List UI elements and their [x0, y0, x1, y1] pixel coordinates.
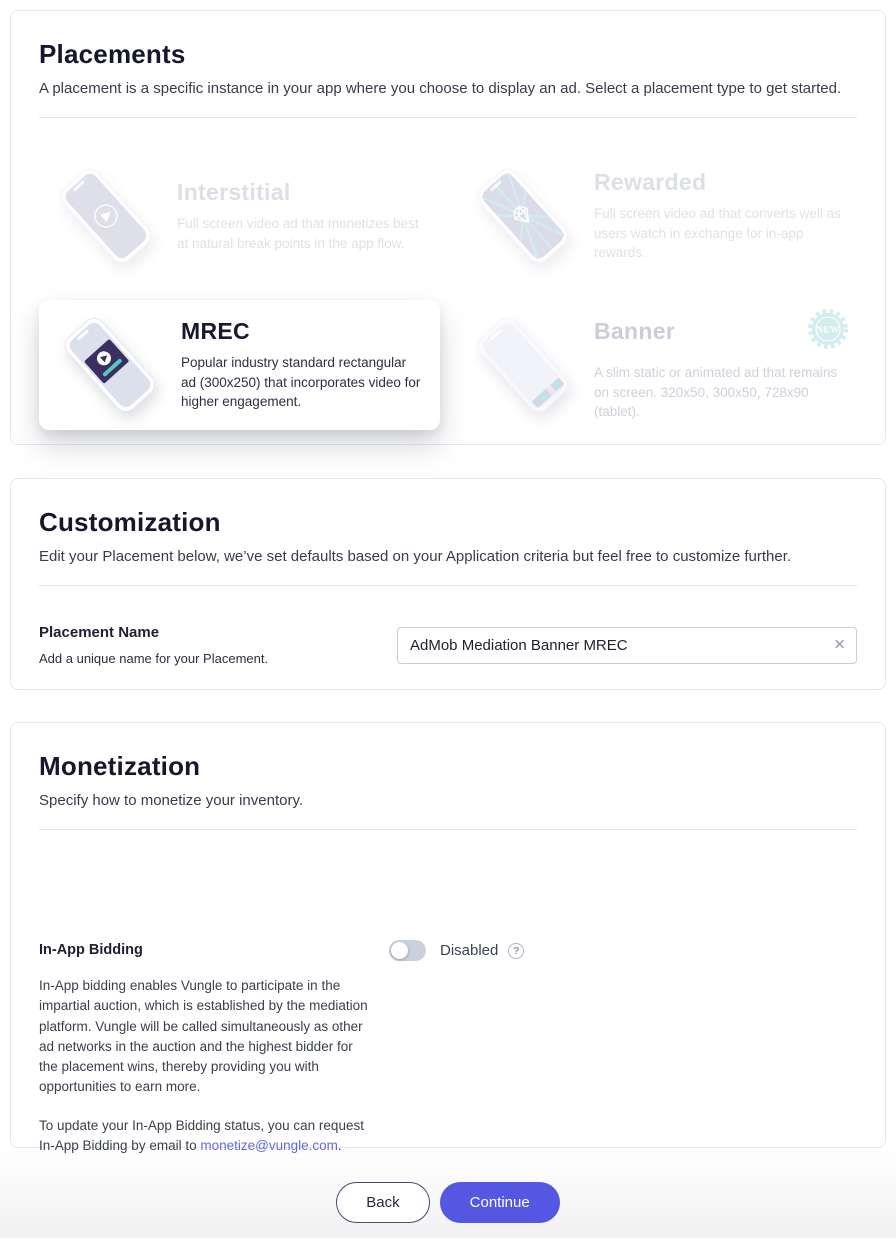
banner-phone-icon — [464, 311, 582, 419]
placement-type-grid — [39, 154, 857, 430]
placement-name-label: Placement Name — [39, 624, 160, 641]
placement-type-title: Rewarded — [594, 169, 707, 196]
placement-type-title: Banner — [594, 318, 676, 344]
placement-type-description: A slim static or animated ad that remains on screen. 320x50, 300x50, 728x90 (tablet). — [594, 365, 838, 420]
placement-type-interstitial[interactable] — [39, 154, 440, 278]
divider — [39, 117, 857, 118]
placements-subtitle: A placement is a specific instance in your app where you choose to display an ad. Select a placement type to get started. — [39, 80, 842, 97]
customization-card — [10, 478, 886, 690]
placement-type-rewarded[interactable] — [456, 154, 857, 278]
note-prefix: To update your In-App Bidding status, you can request In-App Bidding by email to — [39, 1117, 364, 1153]
placement-type-description: Popular industry standard rectangular ad (300x250) that incorporates video for higher engagement. — [181, 355, 421, 410]
in-app-bidding-row — [39, 942, 857, 1156]
placement-type-mrec[interactable] — [39, 300, 440, 430]
placement-name-field-row — [39, 624, 857, 666]
customization-title: Customization — [39, 507, 221, 537]
note-suffix: . — [337, 1137, 342, 1153]
interstitial-phone-icon — [47, 162, 165, 270]
monetization-card — [10, 722, 886, 1153]
monetization-title: Monetization — [39, 751, 201, 781]
new-badge-label: NEW — [816, 324, 840, 335]
divider — [39, 585, 857, 586]
in-app-bidding-note — [39, 1116, 371, 1157]
in-app-bidding-toggle[interactable] — [389, 940, 426, 961]
placement-name-help: Add a unique name for your Placement. — [39, 651, 269, 666]
placement-type-description: Full screen video ad that monetizes best at natural break points in the app flow. — [177, 215, 419, 251]
in-app-bidding-status: Disabled — [440, 942, 499, 959]
placements-title: Placements — [39, 39, 186, 69]
back-button[interactable]: Back — [336, 1182, 429, 1223]
placement-type-title: Interstitial — [177, 178, 291, 205]
customization-subtitle: Edit your Placement below, we’ve set defaults based on your Application criteria but feel free to customize further. — [39, 548, 792, 565]
placements-card — [10, 10, 886, 445]
new-badge — [807, 308, 849, 355]
monetize-email-link[interactable]: monetize@vungle.com — [200, 1137, 338, 1153]
monetization-subtitle: Specify how to monetize your inventory. — [39, 792, 304, 809]
rewarded-phone-icon — [464, 162, 582, 270]
help-icon[interactable]: ? — [508, 943, 524, 959]
in-app-bidding-label: In-App Bidding — [39, 942, 143, 958]
in-app-bidding-description: In-App bidding enables Vungle to participate in the impartial auction, which is established by the mediation platform. Vungle will be called simultaneously as other ad networks in the auction and the highest bidder for the placement wins, thereby providing you with opportunities to earn more. — [39, 978, 368, 1095]
placement-name-input[interactable] — [397, 627, 857, 664]
placement-type-title: MREC — [181, 318, 250, 344]
footer-action-bar — [0, 1148, 896, 1238]
divider — [39, 829, 857, 830]
toggle-knob — [391, 942, 408, 959]
placement-type-description: Full screen video ad that converts well as users watch in exchange for in-app rewards. — [594, 206, 841, 261]
continue-button[interactable]: Continue — [440, 1182, 560, 1223]
placement-type-banner[interactable] — [456, 300, 857, 430]
clear-input-icon[interactable]: ✕ — [833, 636, 846, 654]
mrec-phone-icon — [51, 311, 169, 419]
